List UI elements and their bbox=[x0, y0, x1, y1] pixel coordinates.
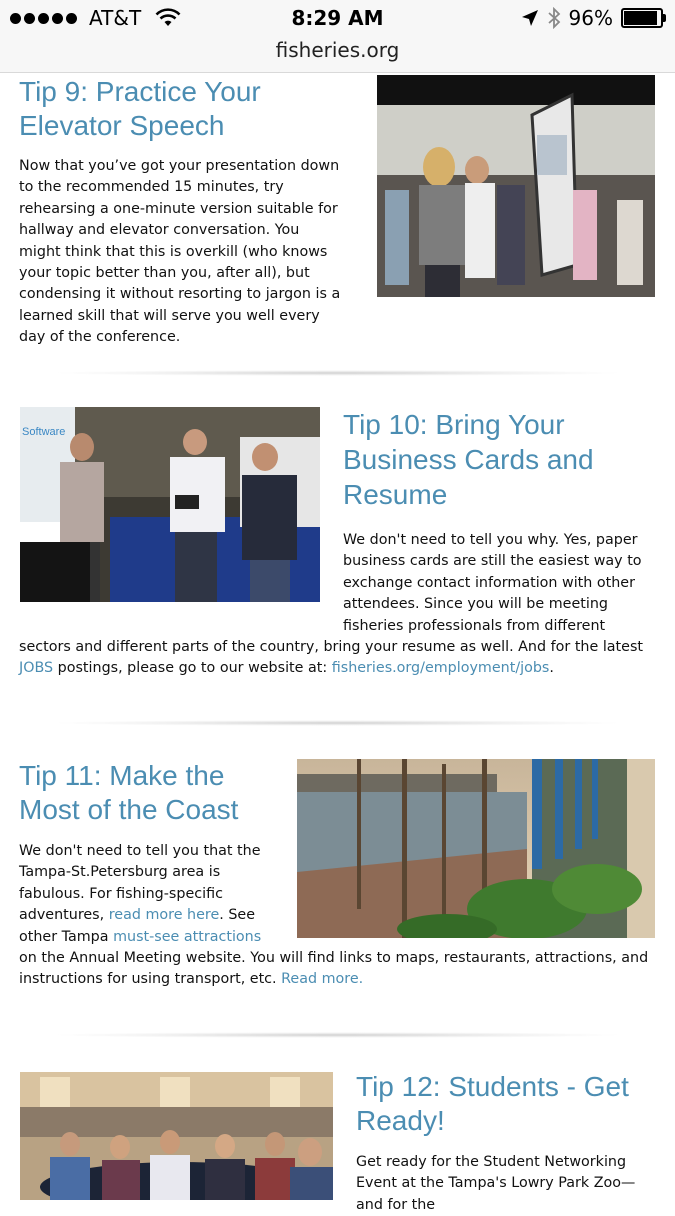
section-divider bbox=[50, 370, 625, 376]
tip-11-body-mid2: on the Annual Meeting website. You will find links to maps, restaurants, attractions, and instructions for using transport, etc. bbox=[19, 950, 649, 988]
address-bar-url[interactable]: fisheries.org bbox=[275, 38, 400, 62]
clock: 8:29 AM bbox=[291, 6, 384, 30]
location-arrow-icon bbox=[521, 9, 539, 27]
tip-9-photo bbox=[377, 75, 655, 297]
tip-11-body-text: We don't need to tell you that the Tampa-St.Petersburg area is fabulous. For fishing-specific adventures, bbox=[19, 843, 261, 924]
battery-icon bbox=[621, 8, 663, 28]
section-divider bbox=[50, 1032, 625, 1038]
tip-11-body-mid: . See other Tampa bbox=[19, 907, 256, 945]
tip-9-body: Now that you’ve got your presentation down to the recommended 15 minutes, try rehearsing a one-minute version suitable for hallway and elevator conversation. You might think that this is overkill (who knows your topic better than you, after all), but condensing it without resorting to jargon is a learned skill that will serve you well every day of the conference. bbox=[19, 158, 341, 346]
ios-status-bar bbox=[0, 0, 675, 73]
tip-10-body-text: We don't need to tell you why. Yes, paper business cards are still the easiest way to exchange contact information with other attendees. Since you will be meeting fisheries professionals from different sectors and different parts of the country, bring your resume as well. And for the latest bbox=[19, 532, 644, 656]
tip-12-title: Tip 12: Students - Get Ready! bbox=[356, 1071, 629, 1136]
battery-percent: 96% bbox=[568, 6, 613, 30]
section-divider bbox=[50, 720, 625, 726]
jobs-url-link[interactable]: fisheries.org/employment/jobs bbox=[331, 660, 550, 677]
tip-10-body-end: . bbox=[549, 660, 554, 677]
jobs-link[interactable]: JOBS bbox=[19, 660, 54, 677]
tip-10-body bbox=[19, 530, 655, 680]
read-more-link[interactable]: Read more. bbox=[281, 971, 364, 988]
read-more-here-link[interactable]: read more here bbox=[108, 907, 220, 924]
tip-12-body: Get ready for the Student Networking Event at the Tampa's Lowry Park Zoo—and for the bbox=[356, 1154, 636, 1213]
tip-10-title: Tip 10: Bring Your Business Cards and Resume bbox=[343, 409, 594, 510]
svg-text:Software: Software bbox=[22, 426, 66, 438]
carrier-label: AT&T bbox=[89, 6, 142, 30]
tip-11-body bbox=[19, 841, 655, 991]
tip-12-photo bbox=[20, 1072, 333, 1200]
tip-9-title: Tip 9: Practice Your Elevator Speech bbox=[19, 76, 261, 141]
must-see-attractions-link[interactable]: must-see attractions bbox=[113, 928, 262, 945]
bluetooth-icon bbox=[547, 7, 561, 29]
tip-11-title: Tip 11: Make the Most of the Coast bbox=[19, 760, 239, 825]
tip-10-body-mid: postings, please go to our website at: bbox=[53, 660, 332, 677]
